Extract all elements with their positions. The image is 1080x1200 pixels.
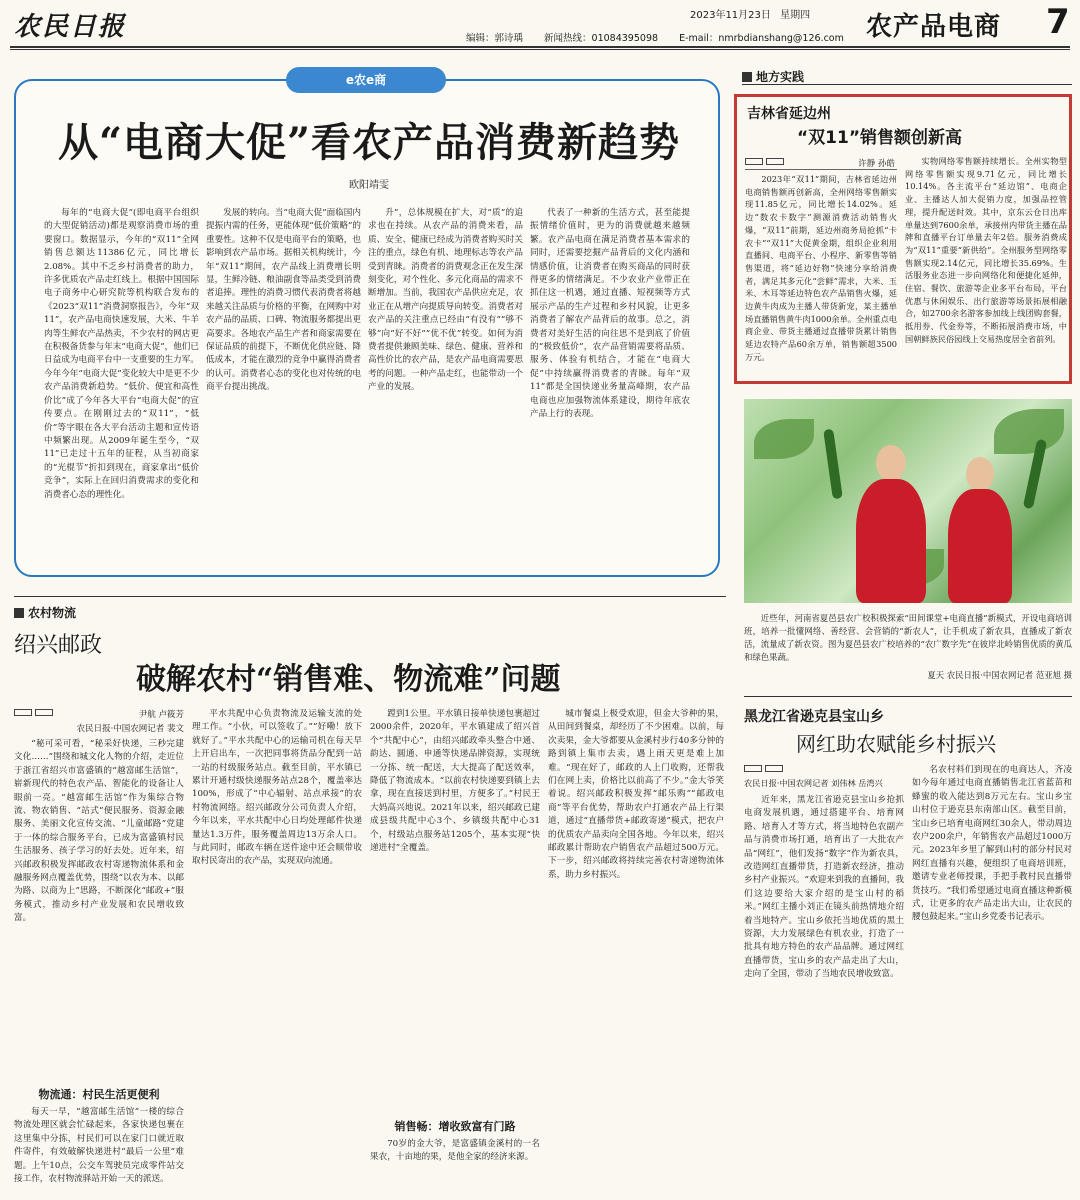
issue-date: [690, 6, 810, 21]
feature-col-1: [745, 173, 897, 379]
logistics-col-3b: [370, 1138, 540, 1192]
paragraph: 名农村料们到现在的电商达人，齐凌如今每年通过电商直播销售北江省蓝苗和蜂蜜的收入能达到8万元左右。宝山乡宝山村位于逊克县东南部山区。截至目前，宝山乡已培育电商网红30余人，带动周边农户200余户，年销售农产品超过1000万元。2023年乡里了解到山村的部分村民对网红直播有兴趣，便组织了电商培训班，邀请专业老师授课，手把手教村民直播带货技巧。“我们希望通过电商直播这种新模式，让更多的农产品走出大山，让农民的腰包鼓起来。”宝山乡党委书记表示。: [912, 765, 1072, 923]
logistics-col-1b: [14, 1106, 184, 1192]
paragraph: 每年的“电商大促”(即电商平台组织的大型促销活动)都是观察消费市场的重要窗口。数据显示，今年的“双11”全网销售总额达11386亿元，同比增长2.08%。其中不乏乡村消费者的助力，许多优质农产品走红线上。根据中国国际电子商务中心研究院等机构联合发布的《2023“双11”消费洞察报告》，今年“双11”，农产品电商快速发展，大米、牛羊肉等生鲜农产品热卖，不少农村的网店更在积极备货参与年末“电商大促”，他们已日益成为电商平台中一支重要的生力军。今年今年“电商大促”变化较大中是更不少农产品消费新趋势。“低价、便宜和高性价比”成了今年各大平台“电商大促”的宣传要点。在刚刚过去的“双11”，“低价”等字眼在各大平台活动主题和宣传语中频繁出现。从2009年诞生至今，“双11”已走过十五年的征程，从当初商家的“光棍节”折扣到现在，商家拿出“低价竞争”，实际上在回归消费需求的变化和消费者心态的理性化。: [44, 208, 199, 500]
logistics-reporters: 尹航 卢筱芳: [138, 710, 184, 720]
feature-reporter: 许静 孙皓: [858, 159, 895, 169]
leaf-shape: [994, 409, 1064, 454]
feature-box: [734, 94, 1072, 384]
feature-byline: [745, 157, 895, 169]
logistics-subtitle: 绍兴邮政: [14, 633, 103, 658]
paragraph: 代表了一种新的生活方式，甚至能提振情绪价值时，更为的消费就越来越频繁。农产品电商在满足消费者基本需求的同时，还需要挖掘产品背后的文化内涵和情感价值，让消费者在购买商品的同时获得更多的情绪满足。不少农业产业带正在抓住这一机遇，通过直播、短视频等方式展示产品的生产过程和乡村风貌，让更多消费者了解农产品背后的故事。总之，消费者对美好生活的向往思不是到底了价值的“极致低价”，农产品营销需要将品质、服务、体验有机结合，才能在“电商大促”中持续赢得消费者的青睐。每年“双11”都是全国快递业务量高峰期，农产品电商也应加强物流体系建设，期待年底农产品上行的表现。: [530, 208, 690, 420]
masthead-rule-thin: [10, 49, 1070, 50]
paper-name: 农民日报: [14, 12, 127, 42]
heilongjiang-title: 网红助农赋能乡村振兴: [796, 732, 996, 756]
feature-col-2: [905, 155, 1067, 379]
logistics-col-2: [192, 708, 362, 1192]
logistics-col-1: [14, 738, 184, 1078]
logistics-section-label: [14, 604, 76, 621]
main-article-col-2: [206, 207, 361, 561]
feature-section-label: [742, 68, 804, 85]
code-icon: [765, 765, 783, 772]
cucumber-shape: [823, 429, 843, 500]
feature-section-rule: [742, 84, 1072, 85]
feature-section-text: 地方实践: [756, 70, 805, 84]
code-icon: [35, 709, 53, 716]
heilongjiang-top-rule: [744, 696, 1072, 697]
cucumber-greenhouse-photo: [744, 399, 1072, 603]
person-red-jacket: [948, 489, 1012, 603]
paragraph: 城市餐桌上极受欢迎，但金大爷种的果，从田间到餐桌，却经历了不少困难。以前，每次卖果，金大爷都要从金溪村步行40多分钟的路到镇上集市去卖，遇上雨天更是难上加难。“现在好了，邮政的人上门收购，还帮我们在网上卖，价格比以前高了不少。”金大爷笑着说。绍兴邮政积极发挥“邮乐购”“邮政电商”等平台优势，帮助农户打通农产品上行渠道，通过“直播带货+邮政寄递”模式，把农户的优质农产品卖向全国各地。今年以来，绍兴邮政累计帮助农户销售农产品超过500万元。下一步，绍兴邮政将持续完善农村寄递物流体系，助力乡村振兴。: [548, 709, 724, 880]
main-article-box: [14, 73, 720, 577]
person-red-jacket: [856, 479, 926, 603]
photo-caption: [744, 612, 1072, 668]
hotline-text: 新闻热线：01084395098: [544, 33, 659, 44]
credit-text: 夏天 农民日报·中国农网记者 范亚旭 摄: [927, 670, 1072, 680]
main-article-col-3: [368, 207, 523, 561]
contact-line: [466, 30, 844, 44]
feature-byline-rule: [745, 169, 897, 170]
paragraph: 发展的转向。当“电商大促”面临国内提振内需的任务，更能体现“低价策略”的重要性。这种不仅是电商平台的策略，也影响到农产品市场。据相关机构统计，今年“双11”期间，农产品线上消费增长明显，生鲜冷链、粮油副食等品类受到消费者追捧。理性的消费习惯代表消费者将越来越关注品质与价格的平衡，在网购中对农产品的品质、口碑、物流服务都提出更高要求。各地农产品生产者和商家需要在保证品质的前提下，不断优化供应链、降低成本，才能在激烈的竞争中赢得消费者的认可。消费者心态的变化也对传统的电商平台提出挑战。: [206, 208, 361, 393]
section-square-icon: [14, 608, 24, 618]
section-square-icon: [742, 72, 752, 82]
code-icon: [744, 765, 762, 772]
section-title: 农产品电商: [866, 12, 1002, 42]
logistics-section-text: 农村物流: [28, 606, 77, 620]
feature-title: “双11”销售额创新高: [797, 128, 963, 148]
paragraph: 每天一早，“越富邮生活馆”一楼的综合物流处理区就会忙碌起来，各家快递包裹在这里集中分拣，村民们可以在家门口就近取件寄件，有效破解快递进村“最后一公里”难题。上午10点，公交车驾驶员完成零件站交接工作，农村物流驿站开始一天的派送。: [14, 1107, 184, 1185]
paragraph: 近年来，黑龙江省逊克县宝山乡抢抓电商发展机遇，通过搭建平台、培育网路、培育人才等方式，将当地特色农副产品与消费市场打通，培育出了一大批农产品“网红”，他们发扬“数字”作为新农具，改造网红直播带货，打造新农经济，推动乡村产业振兴。“欢迎来到我的直播间，我们这边要给大家介绍的是宝山村的稻米。”网红主播小刘正在镜头前热情地介绍着当地特产。宝山乡依托当地优质的黑土资源，大力发展绿色有机农业，打造了一批具有地方特色的农产品品牌。通过网红直播带货，宝山乡的农产品走出了大山，走向了全国，带动了当地农民增收致富。: [744, 795, 904, 980]
code-icon: [745, 158, 763, 165]
person-head: [966, 457, 994, 491]
logistics-title: 破解农村“销售难、物流难”问题: [136, 662, 561, 697]
main-article-author: 欧阳靖雯: [349, 180, 389, 191]
editor-text: 编辑：郭诗瑀: [466, 33, 524, 44]
heilongjiang-col-1: [744, 794, 904, 1192]
heilongjiang-byline: [744, 764, 904, 774]
masthead-rule: [10, 46, 1070, 48]
page-number: 7: [1046, 2, 1070, 42]
caption-text: 近些年，河南省夏邑县农广校积极探索“田间课堂+电商直播”新模式，开设电商培训班，培养一批懂网络、善经营、会营销的“新农人”，让手机成了新农具，直播成了新农活，流量成了新农资。图为夏邑县农广校培养的“农广数字先”在彼岸北岭销售优质的黄瓜和绿色果蔬。: [744, 613, 1072, 662]
paragraph: 实物网络零售额持续增长。全州实物型网络零售额实现9.71亿元，同比增长10.14%。各主流平台“延边馆”、电商企业、主播达人加大促销力度，加强品控管理，提升配送时效。其中，京东云仓日出库单量达到7600余单，承接州内带货主播在品牌和直播平台订单量去年2倍。服务消费成为“双11”重要“新供给”。全州服务型网络零售额实现2.14亿元，同比增长35.69%。生活服务业态进一步向网络化和便捷化延伸，住宿、餐饮、旅游等企业多平台布局，平台优惠与休闲娱乐、出行旅游等场景拓展相融合，如2700余名游客参加线上线团购套餐，抵用券、代金券等，不断拓展消费市场，中国朝鲜族民俗园线上交易热度居全省前列。: [905, 156, 1067, 344]
photo-credit: [744, 669, 1072, 683]
leaf-shape: [754, 419, 814, 459]
logistics-reporter-tag: 农民日报·中国农网记者 裴文: [76, 724, 184, 734]
person-head: [876, 445, 906, 481]
eagri-badge: e农e商: [286, 67, 446, 93]
logistics-top-rule: [14, 596, 726, 597]
paragraph: 2023年“双11”期间，吉林省延边州电商销售额再创新高，全州网络零售额实现11.85亿元，同比增长14.02%。延边“数农卡数字”测源消费活动销售火爆，“双11”前期，延边州商务局抢抓“卡农卡”“双11”大促黄金期，组织企业利用直播间、电商平台、小程序、新零售等销售渠道，将“延边好物”快速分享给消费者，满足其多元化“尝鲜”需求，大米、玉米、木耳等延边特色农产品销售火爆，延边黄牛肉成为主播人带货新宠，某主播单场直播销售黄牛肉1000余单。全州重点电商企业、带货主播通过直播带货累计销售延边农特产品60余万单，销售额超3500万元。: [745, 174, 897, 362]
paragraph: 升”，总体规模在扩大，对“质”的追求也在持续。从农产品的消费来看，品质、安全、健康已经成为消费者购买时关注的重点，绿色有机、地理标志等农产品受到青睐。消费者的消费观念正在发生深刻变化，对个性化、多元化商品的需求不断增加。当前，我国农产品供应充足，农业正在从增产向提质导向转变。消费者对农产品的关注重点已经由“有没有”“够不够”向“好不好”“优不优”转变。如何为消费者提供兼顾美味、绿色、健康、营养和高性价比的农产品，是农产品电商需要思考的问题。一种产品走红，也能带动一个产业的发展。: [368, 208, 523, 393]
main-article-title: 从“电商大促”看农产品消费新趋势: [57, 119, 680, 166]
email-text: E-mail：nmrbdianshang@126.com: [679, 33, 844, 44]
main-article-col-1: [44, 207, 199, 561]
date-text: 2023年11月23日: [690, 10, 771, 21]
code-icon: [766, 158, 784, 165]
paragraph: 蹚到1公里。平水镇日接单快递包裹超过2000余件，2020年，平水镇建成了绍兴首个“共配中心”，由绍兴邮政牵头整合中通、韵达、圆通、申通等快递品牌资源，实现统一分拣、统一配送，大大提高了配送效率，降低了物流成本。“以前农村快递要到镇上去拿，现在直接送到村里，方便多了。”村民王大妈高兴地说。2021年以来，绍兴邮政已建成县级共配中心3个、乡镇级共配中心31个，村级站点服务站1205个，基本实现“快递进村”全覆盖。: [370, 709, 540, 854]
logistics-byline: [14, 708, 184, 720]
weekday-text: 星期四: [780, 10, 811, 21]
heilongjiang-location: 黑龙江省逊克县宝山乡: [744, 709, 884, 725]
heilongjiang-reporter-tag: 农民日报·中国农网记者 刘伟林 岳湾兴: [744, 778, 883, 788]
masthead: [0, 0, 1080, 50]
paragraph: “秘可采可看，“秘采好快递，三秒完建文化……”围绕和城文化人物的介绍，走近位于浙江省绍兴市富盛镇的“越富邮生活馆”，崭新现代的特色农产品、智能化的设备让人眼前一亮。“越富邮生活馆”作为集综合物流、物农销售、“站式”便民服务、资源金融服务、美丽文化宣传交流、“儿童邮路”党建于一体的综合服务平台，已成为富盛镇村民生活服务、孩子学习的好去处。近年来，绍兴邮政积极发挥邮政农村寄递物流体系和金融服务网点覆盖优势，围绕“以农为本、以邮为路、以商为上”思路，不断深化“邮政+”服务模式，推动乡村产业发展和农民增收致富。: [14, 739, 184, 924]
paragraph: 70岁的金大爷，是富盛镇金溪村的一名果农，十亩地的果，是他全家的经济来源。: [370, 1139, 540, 1163]
paragraph: 平水共配中心负责物流及运输支流的处理工作。“小伙，可以签收了。”“好嘞！放下就好了。”平水共配中心的运输司机在每天早上开启出车，一次把同事将货品分配到一站一站的村级服务站点。截至目前，平水镇已累计开通村级快递服务站点28个，覆盖率达100%，形成了“中心辐射、站点承接”的农村物流网络。绍兴邮政分公司负责人介绍，今年以来，平水共配中心日均处理邮件快递量达1.3万件，服务覆盖周边13万余人口。与此同时，邮政车辆在送件途中还会顺带收取村民寄出的农产品，实现双向流通。: [192, 709, 362, 867]
main-article-col-4: [530, 207, 690, 561]
heilongjiang-col-2: [912, 764, 1072, 1192]
logistics-col-3: [370, 708, 540, 1108]
logistics-subhead-1: 物流通：村民生活更便利: [38, 1088, 160, 1101]
logistics-col-4: [548, 708, 724, 1192]
code-icon: [14, 709, 32, 716]
feature-location: 吉林省延边州: [747, 106, 831, 122]
logistics-subhead-2: 销售畅：增收致富有门路: [394, 1120, 516, 1133]
